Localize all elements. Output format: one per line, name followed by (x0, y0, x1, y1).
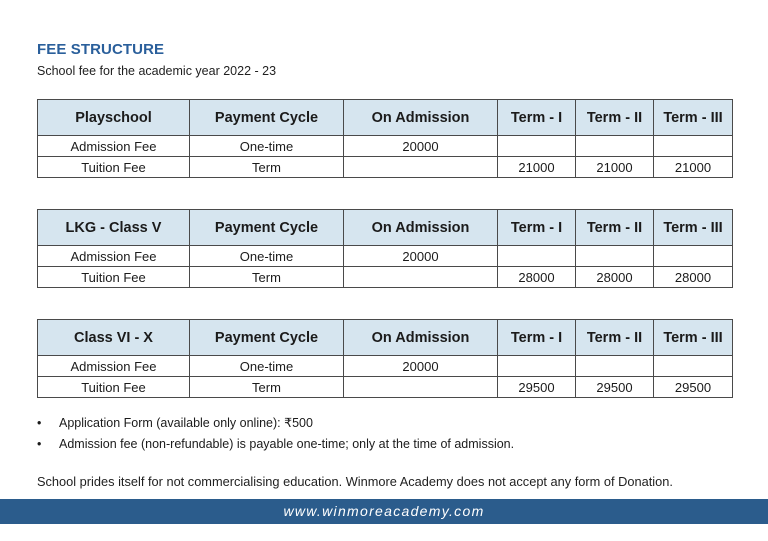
website-link[interactable]: www.winmoreacademy.com (283, 503, 485, 519)
notes-list (37, 415, 514, 457)
table-header-row (38, 100, 733, 136)
note-text: Admission fee (non-refundable) is payable one-time; only at the time of admission. (59, 437, 515, 451)
term-1-header: Term - I (498, 320, 576, 356)
term-1-header: Term - I (498, 210, 576, 246)
on-admission-header: On Admission (344, 100, 498, 136)
payment-cycle: One-time (190, 356, 344, 377)
on-admission-value (344, 157, 498, 178)
term-3-header: Term - III (654, 100, 733, 136)
table-row (38, 267, 733, 288)
table-row (38, 246, 733, 267)
term-1-value: 21000 (498, 157, 576, 178)
level-header: LKG - Class V (38, 210, 190, 246)
list-item (37, 436, 514, 457)
term-2-header: Term - II (576, 320, 654, 356)
page-subtitle: School fee for the academic year 2022 - 23 (37, 64, 277, 78)
term-2-value: 28000 (576, 267, 654, 288)
payment-cycle: One-time (190, 136, 344, 157)
term-1-value (498, 246, 576, 267)
table-header-row (38, 210, 733, 246)
term-3-value (654, 246, 733, 267)
payment-cycle: One-time (190, 246, 344, 267)
payment-cycle: Term (190, 267, 344, 288)
term-3-value (654, 356, 733, 377)
footer-bar (0, 499, 768, 524)
fee-label: Admission Fee (38, 356, 190, 377)
donation-statement: School prides itself for not commercialising education. Winmore Academy does not accept any form of Donation. (37, 474, 673, 489)
term-2-header: Term - II (576, 100, 654, 136)
list-item (37, 415, 514, 436)
on-admission-value (344, 377, 498, 398)
fee-label: Tuition Fee (38, 267, 190, 288)
term-1-value: 29500 (498, 377, 576, 398)
table-row (38, 136, 733, 157)
on-admission-value (344, 267, 498, 288)
term-2-value (576, 356, 654, 377)
on-admission-value: 20000 (344, 356, 498, 377)
term-1-value (498, 136, 576, 157)
payment-cycle-header: Payment Cycle (190, 320, 344, 356)
on-admission-value: 20000 (344, 246, 498, 267)
term-1-value: 28000 (498, 267, 576, 288)
term-1-value (498, 356, 576, 377)
fee-label: Tuition Fee (38, 157, 190, 178)
term-2-value (576, 136, 654, 157)
term-3-value: 29500 (654, 377, 733, 398)
term-1-header: Term - I (498, 100, 576, 136)
fee-label: Tuition Fee (38, 377, 190, 398)
payment-cycle-header: Payment Cycle (190, 210, 344, 246)
on-admission-value: 20000 (344, 136, 498, 157)
term-3-value (654, 136, 733, 157)
level-header: Playschool (38, 100, 190, 136)
fee-label: Admission Fee (38, 136, 190, 157)
fee-table-playschool (37, 99, 733, 178)
payment-cycle: Term (190, 377, 344, 398)
payment-cycle: Term (190, 157, 344, 178)
table-row (38, 377, 733, 398)
payment-cycle-header: Payment Cycle (190, 100, 344, 136)
term-2-value: 29500 (576, 377, 654, 398)
table-row (38, 356, 733, 377)
term-3-header: Term - III (654, 320, 733, 356)
bullet-icon: • (37, 437, 42, 451)
note-text: Application Form (available only online): ₹500 (59, 416, 313, 430)
term-2-value: 21000 (576, 157, 654, 178)
bullet-icon: • (37, 416, 42, 430)
page-title: FEE STRUCTURE (37, 41, 165, 58)
term-3-value: 28000 (654, 267, 733, 288)
fee-table-lkg-class-v (37, 209, 733, 288)
on-admission-header: On Admission (344, 320, 498, 356)
table-row (38, 157, 733, 178)
fee-table-class-vi-x (37, 319, 733, 398)
on-admission-header: On Admission (344, 210, 498, 246)
fee-label: Admission Fee (38, 246, 190, 267)
table-header-row (38, 320, 733, 356)
level-header: Class VI - X (38, 320, 190, 356)
term-2-value (576, 246, 654, 267)
term-3-value: 21000 (654, 157, 733, 178)
term-2-header: Term - II (576, 210, 654, 246)
term-3-header: Term - III (654, 210, 733, 246)
